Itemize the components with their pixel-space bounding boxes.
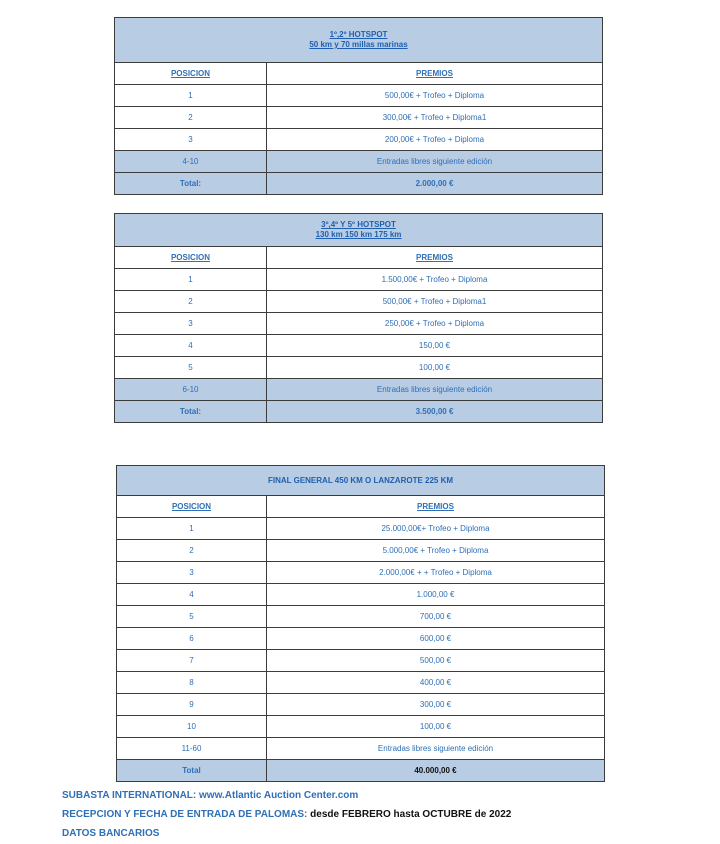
prize-table-final-general: [116, 465, 605, 782]
column-header-prizes: PREMIOS: [267, 63, 603, 85]
prize-cell: 500,00€ + Trofeo + Diploma1: [267, 291, 603, 313]
table-row: [117, 562, 605, 584]
table-row: [117, 716, 605, 738]
position-cell: 2: [117, 540, 267, 562]
total-label: Total: [117, 760, 267, 782]
table-row: [115, 129, 603, 151]
table-title-line2: 130 km 150 km 175 km: [315, 230, 402, 239]
table-title-line1: 1º,2º HOTSPOT: [329, 30, 388, 39]
table-row: [117, 540, 605, 562]
table-row: [115, 107, 603, 129]
prize-cell: Entradas libres siguiente edición: [267, 738, 605, 760]
table-row: [115, 313, 603, 335]
table-header: [115, 18, 603, 63]
table-header: [117, 466, 605, 496]
position-cell: 5: [115, 357, 267, 379]
table-header: [115, 214, 603, 247]
prize-cell: 600,00 €: [267, 628, 605, 650]
table-title-line2: 50 km y 70 millas marinas: [309, 40, 408, 49]
table-row: [115, 291, 603, 313]
table-row: [117, 650, 605, 672]
table-row: [117, 694, 605, 716]
table-row-free-entries: [115, 151, 603, 173]
position-cell: 3: [115, 129, 267, 151]
prize-cell: 300,00 €: [267, 694, 605, 716]
prize-cell: 25.000,00€+ Trofeo + Diploma: [267, 518, 605, 540]
position-cell: 10: [117, 716, 267, 738]
column-header-position: POSICION: [117, 496, 267, 518]
table-row: [117, 628, 605, 650]
position-cell: 1: [115, 269, 267, 291]
prize-table-hotspot-1-2: [114, 17, 603, 195]
table-title-line1: 3º,4º Y 5º HOTSPOT: [321, 220, 396, 229]
prize-cell: 250,00€ + Trofeo + Diploma: [267, 313, 603, 335]
table-row: [115, 357, 603, 379]
column-header-position: POSICION: [115, 63, 267, 85]
total-value: 3.500,00 €: [267, 401, 603, 423]
table-row: [117, 606, 605, 628]
position-cell: 2: [115, 291, 267, 313]
total-label: Total:: [115, 401, 267, 423]
column-header-position: POSICION: [115, 247, 267, 269]
prize-cell: 100,00 €: [267, 716, 605, 738]
total-label: Total:: [115, 173, 267, 195]
prize-cell: 150,00 €: [267, 335, 603, 357]
position-cell: 4: [115, 335, 267, 357]
table-row: [115, 269, 603, 291]
footer-bank-data: DATOS BANCARIOS: [62, 828, 160, 839]
prize-cell: Entradas libres siguiente edición: [267, 151, 603, 173]
footer-reception-line: [62, 809, 511, 820]
reception-label: RECEPCION Y FECHA DE ENTRADA DE PALOMAS:: [62, 809, 308, 820]
prize-cell: 2.000,00€ + + Trofeo + Diploma: [267, 562, 605, 584]
table-total-row: [115, 173, 603, 195]
position-cell: 8: [117, 672, 267, 694]
reception-dates: desde FEBRERO hasta OCTUBRE de 2022: [310, 809, 512, 820]
table-row: [117, 738, 605, 760]
position-cell: 1: [115, 85, 267, 107]
prize-cell: 1.000,00 €: [267, 584, 605, 606]
table-row-free-entries: [115, 379, 603, 401]
prize-cell: 400,00 €: [267, 672, 605, 694]
table-total-row: [115, 401, 603, 423]
table-row: [115, 335, 603, 357]
position-cell: 6-10: [115, 379, 267, 401]
prize-table-hotspot-3-4-5: [114, 213, 603, 423]
table-row: [115, 85, 603, 107]
footer-auction-line: SUBASTA INTERNATIONAL: www.Atlantic Auction Center.com: [62, 790, 359, 801]
table-row: [117, 584, 605, 606]
prize-cell: 300,00€ + Trofeo + Diploma1: [267, 107, 603, 129]
prize-cell: 700,00 €: [267, 606, 605, 628]
position-cell: 3: [117, 562, 267, 584]
position-cell: 11-60: [117, 738, 267, 760]
table-row: [117, 672, 605, 694]
prize-cell: 200,00€ + Trofeo + Diploma: [267, 129, 603, 151]
prize-cell: Entradas libres siguiente edición: [267, 379, 603, 401]
prize-cell: 500,00 €: [267, 650, 605, 672]
position-cell: 4: [117, 584, 267, 606]
position-cell: 6: [117, 628, 267, 650]
prize-cell: 100,00 €: [267, 357, 603, 379]
prize-cell: 5.000,00€ + Trofeo + Diploma: [267, 540, 605, 562]
position-cell: 9: [117, 694, 267, 716]
position-cell: 7: [117, 650, 267, 672]
table-title: FINAL GENERAL 450 KM O LANZAROTE 225 KM: [267, 476, 454, 485]
total-value: 2.000,00 €: [267, 173, 603, 195]
position-cell: 2: [115, 107, 267, 129]
prize-cell: 1.500,00€ + Trofeo + Diploma: [267, 269, 603, 291]
position-cell: 4-10: [115, 151, 267, 173]
prize-cell: 500,00€ + Trofeo + Diploma: [267, 85, 603, 107]
total-value: 40.000,00 €: [267, 760, 605, 782]
position-cell: 3: [115, 313, 267, 335]
table-total-row: [117, 760, 605, 782]
column-header-prizes: PREMIOS: [267, 247, 603, 269]
table-row: [117, 518, 605, 540]
column-header-prizes: PREMIOS: [267, 496, 605, 518]
position-cell: 1: [117, 518, 267, 540]
position-cell: 5: [117, 606, 267, 628]
